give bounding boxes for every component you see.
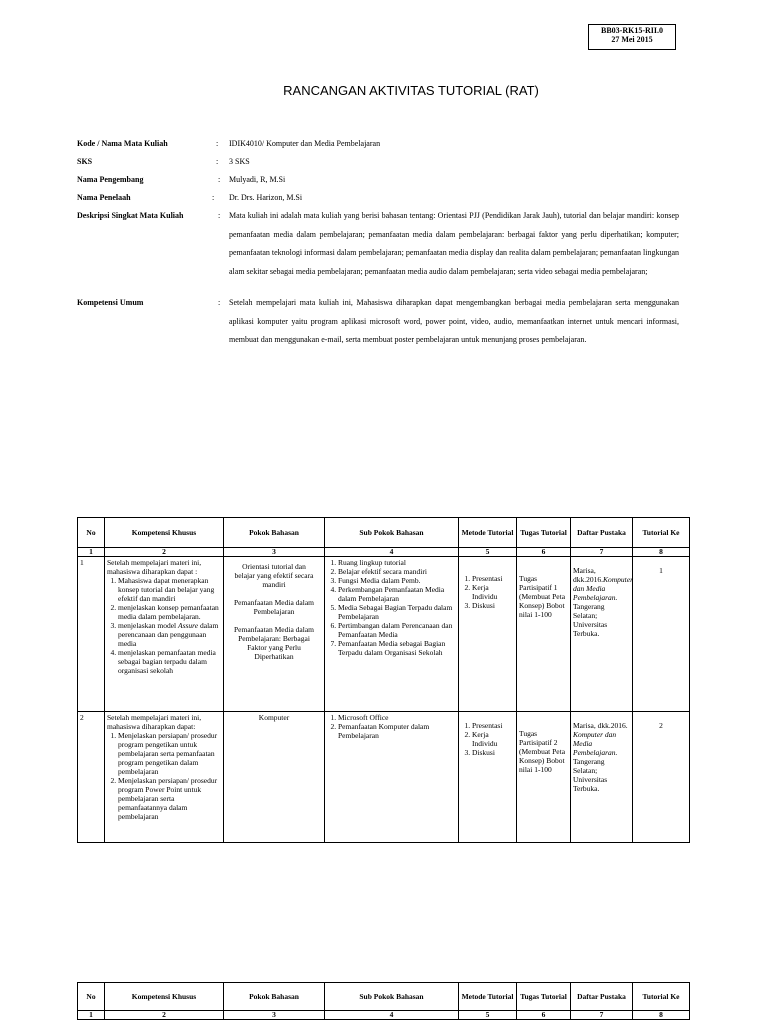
spb-list [327, 558, 456, 657]
pustaka-publisher: Tangerang Selatan; Universitas Terbuka. [573, 602, 608, 638]
list-item: 1. Ruang lingkup tutorial [338, 558, 456, 567]
tutorial-ke-cell [633, 712, 690, 843]
pokok-bahasan-3: Pemanfaatan Media dalam Pembelajaran: Berbagai Faktor yang Perlu Diperhatikan [234, 625, 314, 661]
list-item-text: dalam perencanaan dan penggunaan media [118, 621, 219, 648]
column-number: 3 [224, 548, 325, 557]
column-number: 3 [224, 1011, 325, 1020]
list-item: 3. Fungsi Media dalam Pemb. [338, 576, 456, 585]
pustaka-cell [571, 712, 633, 843]
pustaka-title: Komputer dan Media Pembelajaran. [573, 730, 618, 757]
list-item: 2. Belajar efektif secara mandiri [338, 567, 456, 576]
deskripsi-colon: : [218, 211, 221, 220]
column-number: 2 [105, 548, 224, 557]
sub-pokok-bahasan-cell [325, 557, 459, 712]
header-tugas-tutorial: Tugas Tutorial [517, 983, 571, 1011]
header-sub-pokok-bahasan: Sub Pokok Bahasan [325, 518, 459, 548]
kompetensi-label: Kompetensi Umum [77, 298, 144, 307]
pokok-bahasan-2: Pemanfaatan Media dalam Pembelajaran [234, 598, 314, 616]
list-item: 3. Diskusi [472, 601, 514, 610]
sks-value: 3 SKS [229, 157, 250, 166]
kode-label: Kode / Nama Mata Kuliah [77, 139, 168, 148]
kompetensi-khusus-cell [105, 712, 224, 843]
pokok-bahasan-cell [224, 712, 325, 843]
header-tutorial-ke: Tutorial Ke [633, 983, 690, 1011]
pengembang-label: Nama Pengembang [77, 175, 144, 184]
document-date: 27 Mei 2015 [611, 35, 653, 44]
row-no: 2 [78, 712, 105, 843]
penelaah-value: Dr. Drs. Harizon, M.Si [229, 193, 303, 202]
list-item: 2. Pemanfaatan Komputer dalam Pembelajaran [338, 722, 456, 740]
sks-label: SKS [77, 157, 93, 166]
list-item-text: menjelaskan model [118, 621, 178, 630]
tugas-text: Tugas Partisipatif 1 (Membuat Peta Konsep) Bobot nilai 1-100 [519, 574, 566, 619]
pustaka-title: Komputer dan Media Pembelajaran. [573, 575, 633, 602]
table-row [78, 712, 690, 843]
table-header-row [78, 983, 690, 1011]
penelaah-colon: : [212, 193, 215, 202]
column-number-row [78, 1011, 690, 1020]
tutorial-ke-value: 1 [659, 566, 663, 575]
column-number: 6 [517, 548, 571, 557]
tutorial-ke-value: 2 [659, 721, 663, 730]
pustaka-text [573, 721, 630, 793]
tugas-cell [517, 712, 571, 843]
spb-list [327, 713, 456, 740]
column-number: 4 [325, 548, 459, 557]
column-number-row [78, 548, 690, 557]
list-item: 1. Presentasi [472, 721, 514, 730]
column-number: 7 [571, 548, 633, 557]
kode-colon: : [216, 139, 219, 148]
metode-list [461, 574, 514, 610]
tugas-cell [517, 557, 571, 712]
pustaka-author: Marisa, dkk.2016. [573, 721, 628, 730]
header-metode-tutorial: Metode Tutorial [459, 518, 517, 548]
list-item: 7. Pemanfaatan Media sebagai Bagian Terpadu dalam Organisasi Sekolah [338, 639, 456, 657]
row-no: 1 [78, 557, 105, 712]
column-number: 8 [633, 548, 690, 557]
column-number: 8 [633, 1011, 690, 1020]
list-item: 2. Menjelaskan persiapan/ prosedur program Power Point untuk pembelajaran serta pemanfaatannya dalam pembelajaran [118, 776, 221, 821]
list-item-italic: Assure [177, 621, 199, 630]
kk-list [107, 576, 221, 675]
header-no: No [78, 983, 105, 1011]
column-number: 6 [517, 1011, 571, 1020]
column-number: 5 [459, 548, 517, 557]
document-code: BB03-RK15-RII.0 [600, 26, 663, 35]
list-item [118, 621, 221, 648]
column-number: 4 [325, 1011, 459, 1020]
tutorial-ke-cell [633, 557, 690, 712]
list-item: 6. Pertimbangan dalam Perencanaan dan Pemanfaatan Media [338, 621, 456, 639]
column-number: 1 [78, 1011, 105, 1020]
header-kompetensi-khusus: Kompetensi Khusus [105, 983, 224, 1011]
kode-value: IDIK4010/ Komputer dan Media Pembelajaran [229, 139, 381, 148]
pustaka-publisher: Tangerang Selatan; Universitas Terbuka. [573, 757, 608, 793]
column-number: 7 [571, 1011, 633, 1020]
pengembang-value: Mulyadi, R, M.Si [229, 175, 286, 184]
header-sub-pokok-bahasan: Sub Pokok Bahasan [325, 983, 459, 1011]
header-daftar-pustaka: Daftar Pustaka [571, 983, 633, 1011]
list-item: 5. Media Sebagai Bagian Terpadu dalam Pembelajaran [338, 603, 456, 621]
header-tugas-tutorial: Tugas Tutorial [517, 518, 571, 548]
pengembang-colon: : [218, 175, 221, 184]
document-code-box [588, 24, 676, 50]
list-item: 4. Perkembangan Pemanfaatan Media dalam Pembelajaran [338, 585, 456, 603]
list-item: 4. menjelaskan pemanfaatan media sebagai bagian terpadu dalam organisasi sekolah [118, 648, 221, 675]
pokok-bahasan-1: Orientasi tutorial dan belajar yang efektif secara mandiri [234, 562, 314, 589]
header-pokok-bahasan: Pokok Bahasan [224, 983, 325, 1011]
header-daftar-pustaka: Daftar Pustaka [571, 518, 633, 548]
table-row [78, 557, 690, 712]
list-item: 2. Kerja Individu [472, 583, 514, 601]
tugas-text: Tugas Partisipatif 2 (Membuat Peta Konsep) Bobot nilai 1-100 [519, 729, 566, 774]
penelaah-label: Nama Penelaah [77, 193, 131, 202]
kompetensi-colon: : [218, 298, 221, 307]
list-item: 1. Mahasiswa dapat menerapkan konsep tutorial dan belajar yang efektif dan mandiri [118, 576, 221, 603]
pokok-bahasan-cell [224, 557, 325, 712]
kompetensi-khusus-cell [105, 557, 224, 712]
pustaka-author: Marisa, dkk.2016. [573, 566, 603, 584]
deskripsi-value: Mata kuliah ini adalah mata kuliah yang berisi bahasan tentang: Orientasi PJJ (Pendidikan Jarak Jauh), tutorial dan belajar mandiri: konsep pemanfaatan media dalam pembelajaran; pemanfaatan media dalam pembelajaran: berbagai faktor yang perlu diperhatikan; komputer; pemanfaatan teknologi informasi dalam pembelajaran; pemanfaatan media display dan realita dalam pembelajaran; pemanfaatan lingkungan alam sekitar sebagai media pembelajaran; pemanfaatan media audio dalam pembelajaran; serta video sebagai media pembelajaran; [229, 211, 679, 276]
list-item: 1. Menjelaskan persiapan/ prosedur program pengetikan untuk pembelajaran serta pemanfaatan program pengetikan dalam pembelajaran [118, 731, 221, 776]
metode-cell [459, 712, 517, 843]
header-kompetensi-khusus: Kompetensi Khusus [105, 518, 224, 548]
list-item: 3. Diskusi [472, 748, 514, 757]
kk-intro: Setelah mempelajari materi ini, mahasiswa diharapkan dapat: [107, 713, 202, 731]
pustaka-cell [571, 557, 633, 712]
rat-table [77, 517, 690, 843]
sks-colon: : [216, 157, 219, 166]
header-tutorial-ke: Tutorial Ke [633, 518, 690, 548]
page-title: RANCANGAN AKTIVITAS TUTORIAL (RAT) [283, 83, 539, 98]
header-no: No [78, 518, 105, 548]
table-header-row [78, 518, 690, 548]
pokok-bahasan-value: Komputer [258, 713, 290, 722]
header-pokok-bahasan: Pokok Bahasan [224, 518, 325, 548]
list-item: 1. Microsoft Office [338, 713, 456, 722]
list-item: 2. menjelaskan konsep pemanfaatan media dalam pembelajaran. [118, 603, 221, 621]
sub-pokok-bahasan-cell [325, 712, 459, 843]
deskripsi-label: Deskripsi Singkat Mata Kuliah [77, 211, 184, 220]
list-item: 2. Kerja Individu [472, 730, 514, 748]
column-number: 2 [105, 1011, 224, 1020]
metode-list [461, 721, 514, 757]
kk-intro: Setelah mempelajari materi ini, mahasiswa diharapkan dapat : [107, 558, 202, 576]
kompetensi-value: Setelah mempelajari mata kuliah ini, Mahasiswa diharapkan dapat mengembangkan berbagai media pembelajaran serta menggunakan aplikasi komputer yaitu program aplikasi microsoft word, power point, video, audio, memanfaatkan internet untuk mencari informasi, membuat dan menggunakan e-mail, serta membuat poster pembelajaran untuk menunjang proses pembelajaran. [229, 298, 679, 344]
header-metode-tutorial: Metode Tutorial [459, 983, 517, 1011]
column-number: 1 [78, 548, 105, 557]
pustaka-text [573, 566, 633, 638]
rat-table-continued [77, 982, 690, 1020]
column-number: 5 [459, 1011, 517, 1020]
kk-list [107, 731, 221, 821]
metode-cell [459, 557, 517, 712]
list-item: 1. Presentasi [472, 574, 514, 583]
